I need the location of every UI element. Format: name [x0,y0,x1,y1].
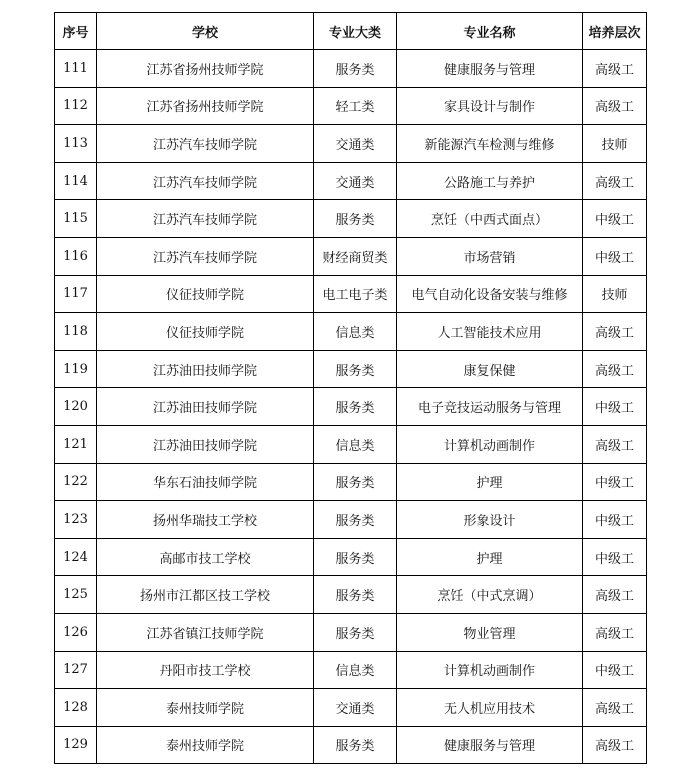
cell-school: 泰州技师学院 [97,689,314,727]
cell-major: 健康服务与管理 [397,50,583,88]
cell-level: 高级工 [583,425,647,463]
cell-school: 江苏省镇江技师学院 [97,613,314,651]
table-row [55,651,647,689]
cell-no: 115 [55,200,97,238]
cell-category: 服务类 [314,463,397,501]
cell-category: 电工电子类 [314,275,397,313]
table-header [55,13,647,50]
table-row [55,275,647,313]
cell-no: 129 [55,726,97,764]
cell-no: 111 [55,50,97,88]
header-category: 专业大类 [314,13,397,50]
cell-major: 家具设计与制作 [397,87,583,125]
cell-school: 江苏省扬州技师学院 [97,87,314,125]
cell-category: 交通类 [314,689,397,727]
cell-level: 高级工 [583,162,647,200]
cell-school: 江苏油田技师学院 [97,425,314,463]
cell-category: 服务类 [314,50,397,88]
cell-no: 112 [55,87,97,125]
cell-no: 122 [55,463,97,501]
cell-school: 仪征技师学院 [97,275,314,313]
cell-category: 服务类 [314,613,397,651]
table-row [55,237,647,275]
cell-school: 江苏汽车技师学院 [97,237,314,275]
cell-school: 江苏油田技师学院 [97,350,314,388]
header-no: 序号 [55,13,97,50]
cell-no: 126 [55,613,97,651]
table-row [55,50,647,88]
cell-major: 护理 [397,538,583,576]
cell-major: 计算机动画制作 [397,425,583,463]
table-row [55,87,647,125]
cell-school: 高邮市技工学校 [97,538,314,576]
cell-no: 127 [55,651,97,689]
cell-no: 114 [55,162,97,200]
table-row [55,463,647,501]
cell-level: 中级工 [583,200,647,238]
cell-no: 113 [55,125,97,163]
table-row [55,200,647,238]
cell-level: 高级工 [583,576,647,614]
cell-major: 无人机应用技术 [397,689,583,727]
cell-category: 服务类 [314,576,397,614]
cell-school: 江苏汽车技师学院 [97,125,314,163]
cell-school: 江苏汽车技师学院 [97,200,314,238]
header-level: 培养层次 [583,13,647,50]
cell-major: 物业管理 [397,613,583,651]
cell-major: 护理 [397,463,583,501]
cell-category: 财经商贸类 [314,237,397,275]
cell-school: 泰州技师学院 [97,726,314,764]
table-row [55,538,647,576]
cell-level: 高级工 [583,350,647,388]
cell-category: 交通类 [314,125,397,163]
cell-major: 烹饪（中西式面点） [397,200,583,238]
cell-school: 华东石油技师学院 [97,463,314,501]
cell-no: 125 [55,576,97,614]
cell-school: 仪征技师学院 [97,313,314,351]
cell-category: 服务类 [314,726,397,764]
cell-category: 信息类 [314,425,397,463]
table-row [55,425,647,463]
cell-major: 市场营销 [397,237,583,275]
cell-level: 高级工 [583,50,647,88]
cell-major: 烹饪（中式烹调） [397,576,583,614]
cell-category: 服务类 [314,501,397,539]
cell-level: 高级工 [583,613,647,651]
cell-no: 123 [55,501,97,539]
table-row [55,125,647,163]
cell-category: 服务类 [314,350,397,388]
header-major: 专业名称 [397,13,583,50]
cell-category: 交通类 [314,162,397,200]
table-row [55,501,647,539]
cell-level: 中级工 [583,463,647,501]
table-row [55,689,647,727]
header-row [55,13,647,50]
cell-no: 117 [55,275,97,313]
cell-major: 康复保健 [397,350,583,388]
cell-school: 扬州市江都区技工学校 [97,576,314,614]
table-row [55,576,647,614]
header-school: 学校 [97,13,314,50]
cell-no: 116 [55,237,97,275]
cell-major: 电子竞技运动服务与管理 [397,388,583,426]
cell-category: 信息类 [314,313,397,351]
cell-no: 118 [55,313,97,351]
table-row [55,350,647,388]
cell-major: 电气自动化设备安装与维修 [397,275,583,313]
cell-category: 服务类 [314,538,397,576]
cell-school: 江苏汽车技师学院 [97,162,314,200]
cell-major: 公路施工与养护 [397,162,583,200]
cell-category: 服务类 [314,388,397,426]
cell-no: 128 [55,689,97,727]
table-row [55,313,647,351]
cell-major: 人工智能技术应用 [397,313,583,351]
cell-school: 扬州华瑞技工学校 [97,501,314,539]
cell-major: 健康服务与管理 [397,726,583,764]
table-row [55,162,647,200]
table-body [55,50,647,764]
cell-major: 形象设计 [397,501,583,539]
cell-level: 高级工 [583,313,647,351]
cell-no: 120 [55,388,97,426]
cell-major: 计算机动画制作 [397,651,583,689]
table-row [55,726,647,764]
cell-level: 中级工 [583,501,647,539]
cell-level: 中级工 [583,538,647,576]
cell-school: 江苏省扬州技师学院 [97,50,314,88]
cell-no: 119 [55,350,97,388]
cell-level: 技师 [583,125,647,163]
cell-school: 丹阳市技工学校 [97,651,314,689]
cell-category: 信息类 [314,651,397,689]
cell-level: 技师 [583,275,647,313]
cell-major: 新能源汽车检测与维修 [397,125,583,163]
majors-table [54,12,647,764]
cell-no: 124 [55,538,97,576]
cell-category: 服务类 [314,200,397,238]
table-row [55,613,647,651]
cell-level: 高级工 [583,689,647,727]
cell-school: 江苏油田技师学院 [97,388,314,426]
cell-level: 中级工 [583,237,647,275]
cell-level: 高级工 [583,726,647,764]
cell-category: 轻工类 [314,87,397,125]
table-row [55,388,647,426]
cell-level: 高级工 [583,87,647,125]
cell-level: 中级工 [583,651,647,689]
cell-no: 121 [55,425,97,463]
cell-level: 中级工 [583,388,647,426]
